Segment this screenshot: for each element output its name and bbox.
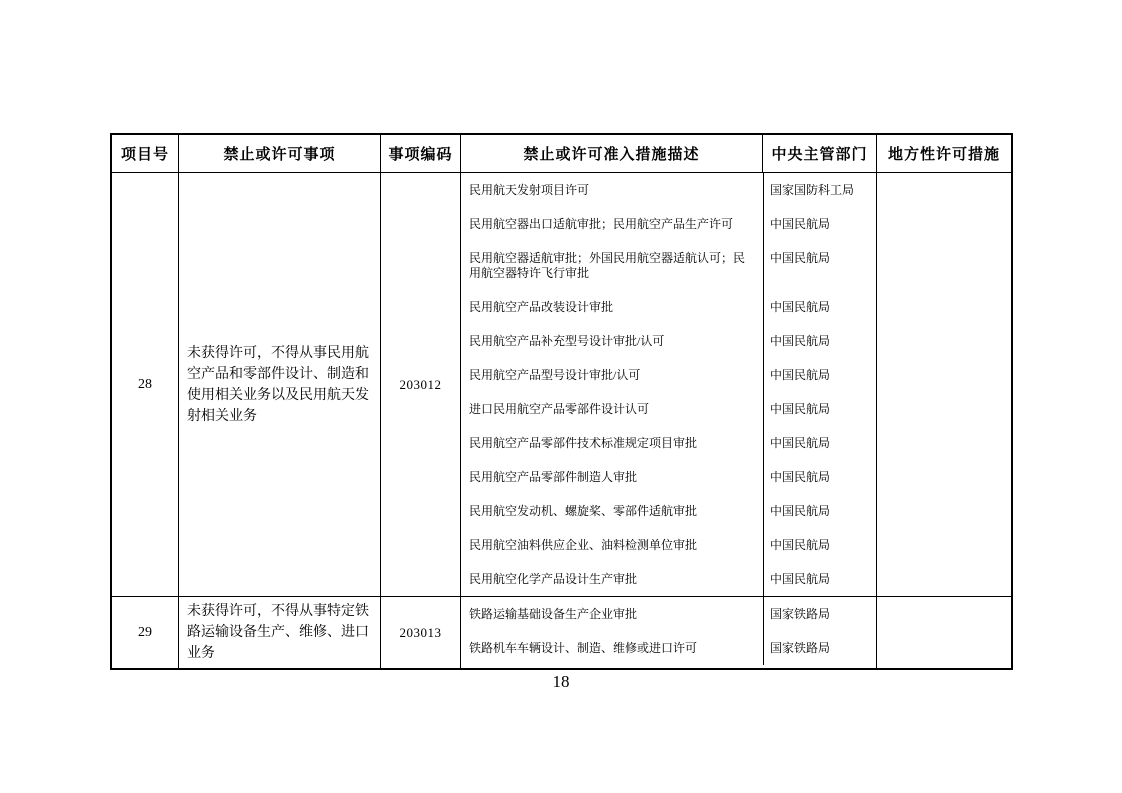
page-number: 18 [552,672,570,691]
cell-code: 203013 [380,597,460,668]
measure-description: 民用航空发动机、螺旋桨、零部件适航审批 [469,503,698,518]
cell-matter: 未获得许可，不得从事特定铁路运输设备生产、维修、进口业务 [178,597,380,668]
measure-department: 国家铁路局 [763,597,876,631]
measure-department: 中国民航局 [763,562,876,596]
measure-description: 进口民用航空产品零部件设计认可 [469,401,650,416]
measure-description: 民用航空器出口适航审批；民用航空产品生产许可 [469,216,734,231]
measure-department: 中国民航局 [763,528,876,562]
cell-item-no: 29 [138,624,152,640]
measure-department: 国家铁路局 [763,631,876,665]
measure-department: 中国民航局 [763,392,876,426]
header-central-department: 中央主管部门 [762,135,876,172]
header-matter-code: 事项编码 [380,135,460,172]
measure-department: 中国民航局 [763,207,876,241]
table-body [112,173,1011,668]
measure-item [461,494,876,528]
cell-matter: 未获得许可，不得从事民用航空产品和零部件设计、制造和使用相关业务以及民用航天发射相关业务 [178,173,380,596]
table-header-row [112,135,1011,173]
measure-item [461,562,876,596]
cell-code: 203012 [380,173,460,596]
cell-item-no: 28 [138,376,152,392]
cell-measures [460,597,876,668]
measure-item [461,324,876,358]
measure-item [461,207,876,241]
measure-description: 民用航天发射项目许可 [469,182,590,197]
table-row [112,173,1011,596]
measure-item [461,597,876,631]
header-prohibited-or-permitted-matter: 禁止或许可事项 [178,135,380,172]
table-row [112,596,1011,668]
cell-measures [460,173,876,596]
measure-department: 中国民航局 [763,460,876,494]
access-measures-table [110,133,1013,670]
measure-description: 民用航空油料供应企业、油料检测单位审批 [469,537,698,552]
measure-description: 民用航空器适航审批；外国民用航空器适航认可；民用航空器特许飞行审批 [469,250,746,280]
measure-description: 民用航空产品零部件制造人审批 [469,469,638,484]
header-measure-description: 禁止或许可准入措施描述 [460,135,762,172]
measure-description: 民用航空化学产品设计生产审批 [469,571,638,586]
measure-item [461,460,876,494]
measure-item [461,392,876,426]
cell-local-measures [876,597,1011,668]
measure-department: 中国民航局 [763,290,876,324]
measure-description: 民用航空产品型号设计审批/认可 [469,367,641,382]
measure-department: 国家国防科工局 [763,173,876,207]
measure-department: 中国民航局 [763,494,876,528]
measure-department: 中国民航局 [763,426,876,460]
measure-description: 铁路运输基础设备生产企业审批 [469,606,638,621]
measure-item [461,528,876,562]
measure-description: 民用航空产品零部件技术标准规定项目审批 [469,435,698,450]
measure-item [461,290,876,324]
measure-item [461,241,876,290]
header-item-no: 项目号 [120,147,169,163]
measure-department: 中国民航局 [763,241,876,290]
measure-description: 民用航空产品改装设计审批 [469,299,614,314]
measure-item [461,173,876,207]
measure-department: 中国民航局 [763,324,876,358]
measure-description: 民用航空产品补充型号设计审批/认可 [469,333,665,348]
measure-description: 铁路机车车辆设计、制造、维修或进口许可 [469,640,698,655]
cell-local-measures [876,173,1011,596]
measure-item [461,426,876,460]
measure-item [461,358,876,392]
measure-department: 中国民航局 [763,358,876,392]
header-local-measures: 地方性许可措施 [876,135,1011,172]
measure-item [461,631,876,665]
